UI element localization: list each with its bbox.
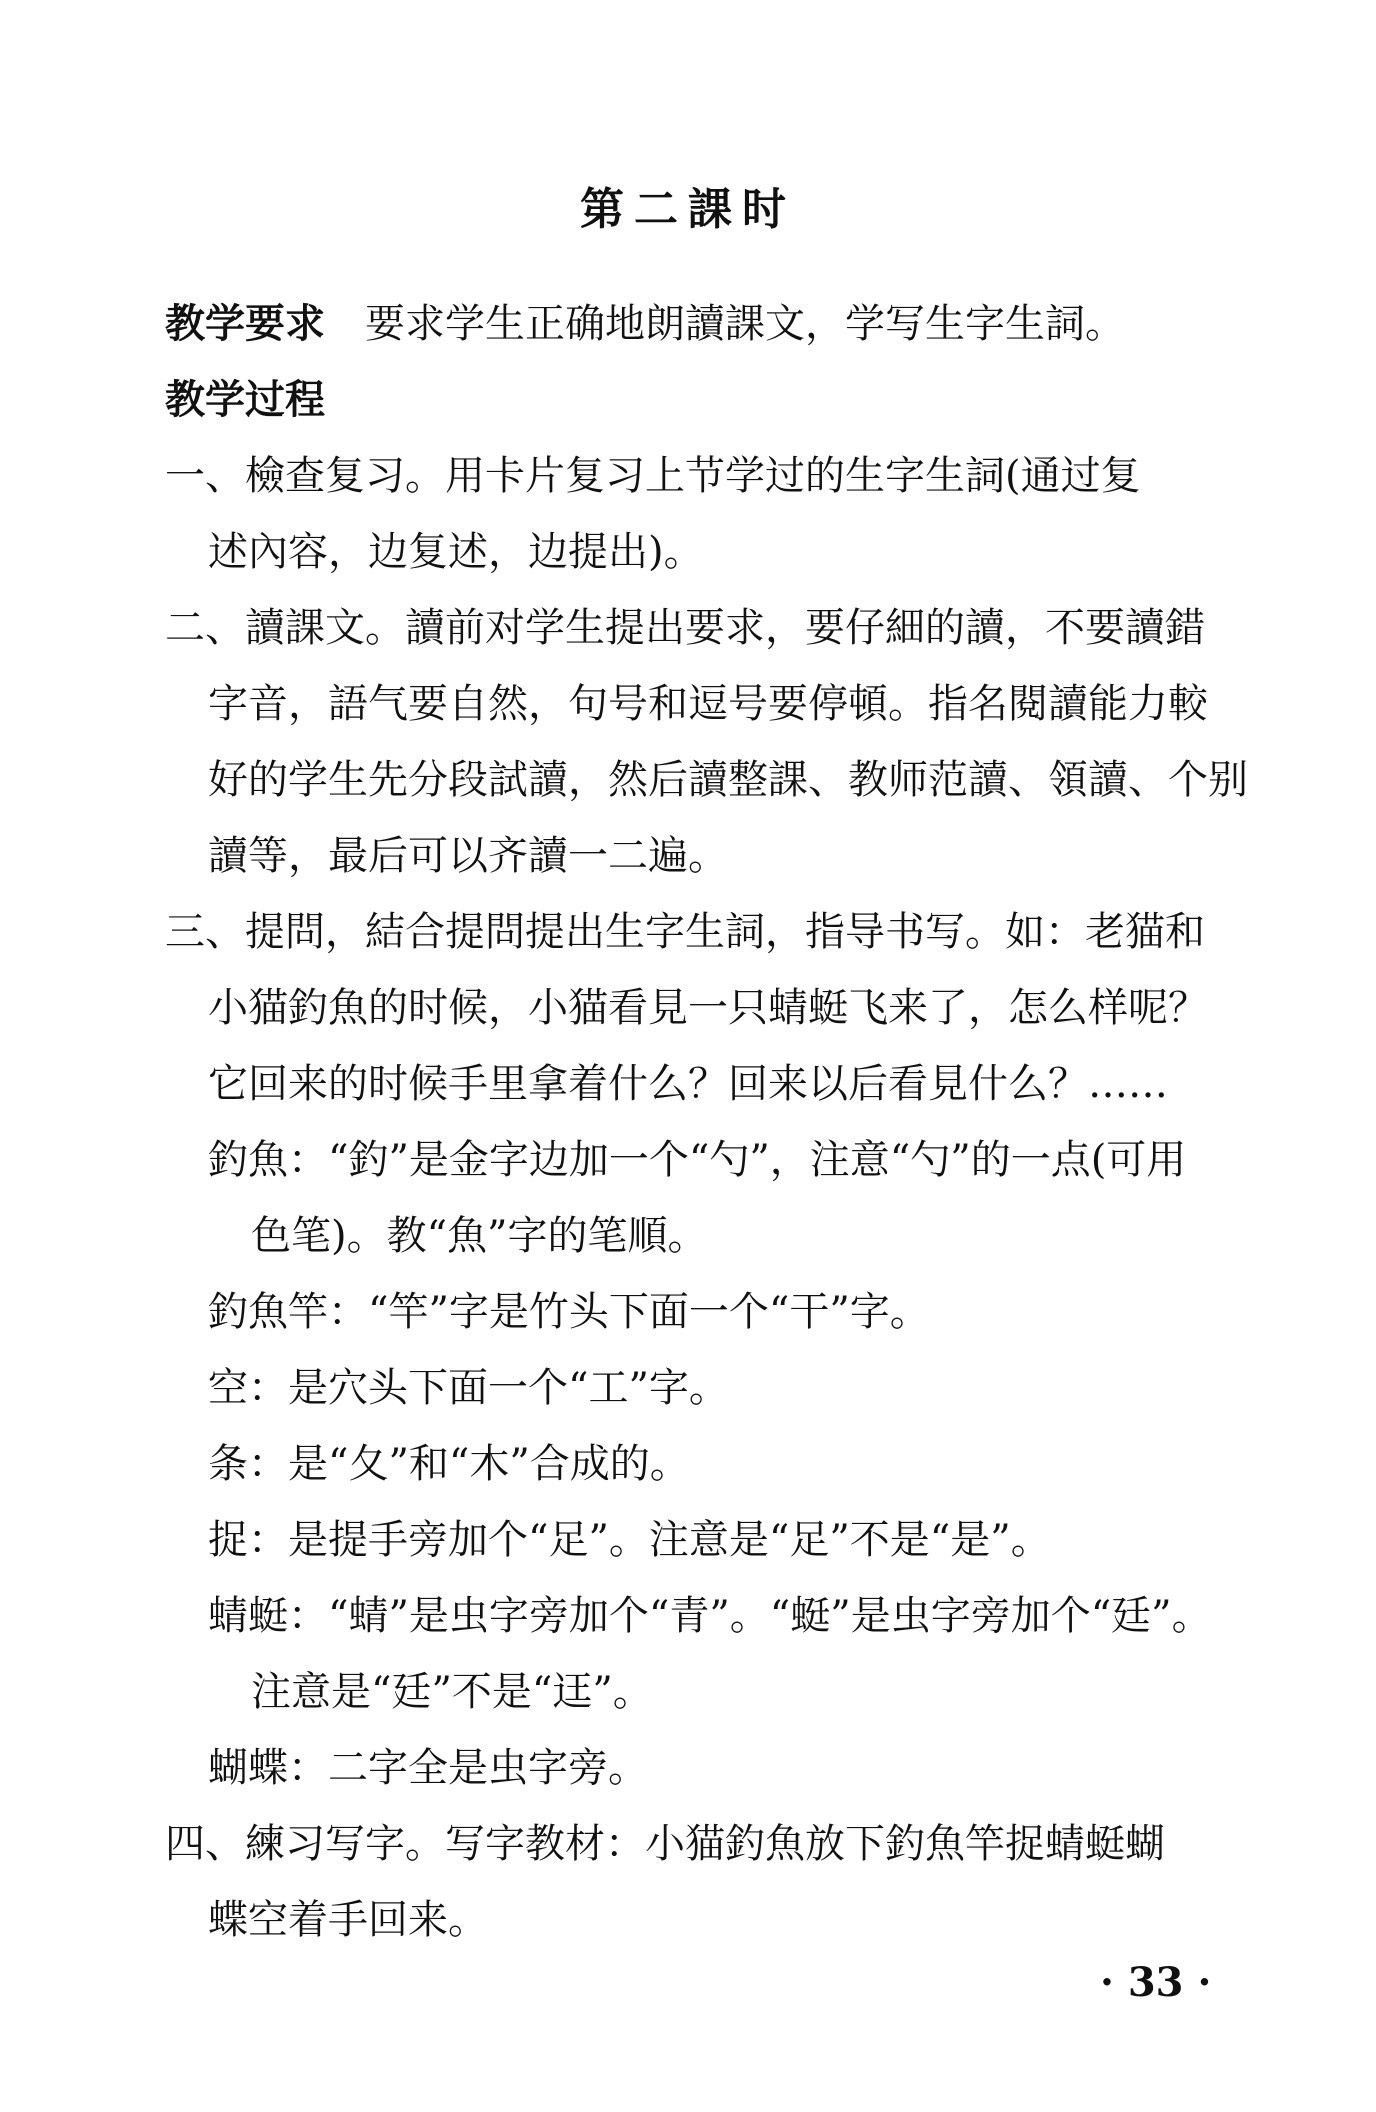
step3-item2: 釣魚竿：“竿”字是竹头下面一个“干”字。 bbox=[208, 1289, 930, 1335]
step4-line2: 蝶空着手回来。 bbox=[208, 1897, 488, 1943]
step3-item7: 蝴蝶：二字全是虫字旁。 bbox=[208, 1745, 648, 1791]
step2-line1: 二、讀課文。讀前对学生提出要求，要仔細的讀，不要讀錯 bbox=[165, 605, 1205, 651]
step1-line1: 一、檢查复习。用卡片复习上节学过的生字生詞(通过复 bbox=[165, 453, 1141, 499]
requirements-text: 要求学生正确地朗讀課文，学写生字生詞。 bbox=[365, 301, 1125, 347]
step3-item4: 条：是“夂”和“木”合成的。 bbox=[208, 1441, 690, 1487]
step3-item1-line2: 色笔)。教“魚”字的笔順。 bbox=[251, 1213, 708, 1259]
step3-item5: 捉：是提手旁加个“足”。注意是“足”不是“是”。 bbox=[208, 1517, 1051, 1563]
step3-line2: 小猫釣魚的时候，小猫看見一只蜻蜓飞来了，怎么样呢？ bbox=[208, 985, 1208, 1031]
step2-line3: 好的学生先分段試讀，然后讀整課、教师范讀、領讀、个别 bbox=[208, 757, 1248, 803]
step3-item6-line2: 注意是“廷”不是“迋”。 bbox=[251, 1669, 653, 1715]
step2-line2: 字音，語气要自然，句号和逗号要停頓。指名閱讀能力較 bbox=[208, 681, 1208, 727]
process-heading: 教学过程 bbox=[165, 376, 325, 423]
page-number: · 33 · bbox=[1100, 1959, 1212, 2006]
step1-line2: 述內容，边复述，边提出)。 bbox=[208, 529, 704, 575]
step3-item6-line1: 蜻蜓：“蜻”是虫字旁加个“青”。“蜓”是虫字旁加个“廷”。 bbox=[208, 1593, 1212, 1639]
section-title: 第二課时 bbox=[580, 184, 796, 235]
step3-line3: 它回来的时候手里拿着什么？回来以后看見什么？…… bbox=[208, 1061, 1168, 1107]
step3-line1: 三、提問，結合提問提出生字生詞，指导书写。如：老猫和 bbox=[165, 909, 1205, 955]
requirements-paragraph bbox=[165, 296, 1125, 352]
step4-line1: 四、練习写字。写字教材：小猫釣魚放下釣魚竿捉蜻蜓蝴 bbox=[165, 1821, 1165, 1867]
requirements-label: 教学要求 bbox=[165, 300, 325, 347]
step3-item1-line1: 釣魚：“釣”是金字边加一个“勺”，注意“勺”的一点(可用 bbox=[208, 1137, 1187, 1183]
step3-item3: 空：是穴头下面一个“工”字。 bbox=[208, 1365, 729, 1411]
step2-line4: 讀等，最后可以齐讀一二遍。 bbox=[208, 833, 728, 879]
